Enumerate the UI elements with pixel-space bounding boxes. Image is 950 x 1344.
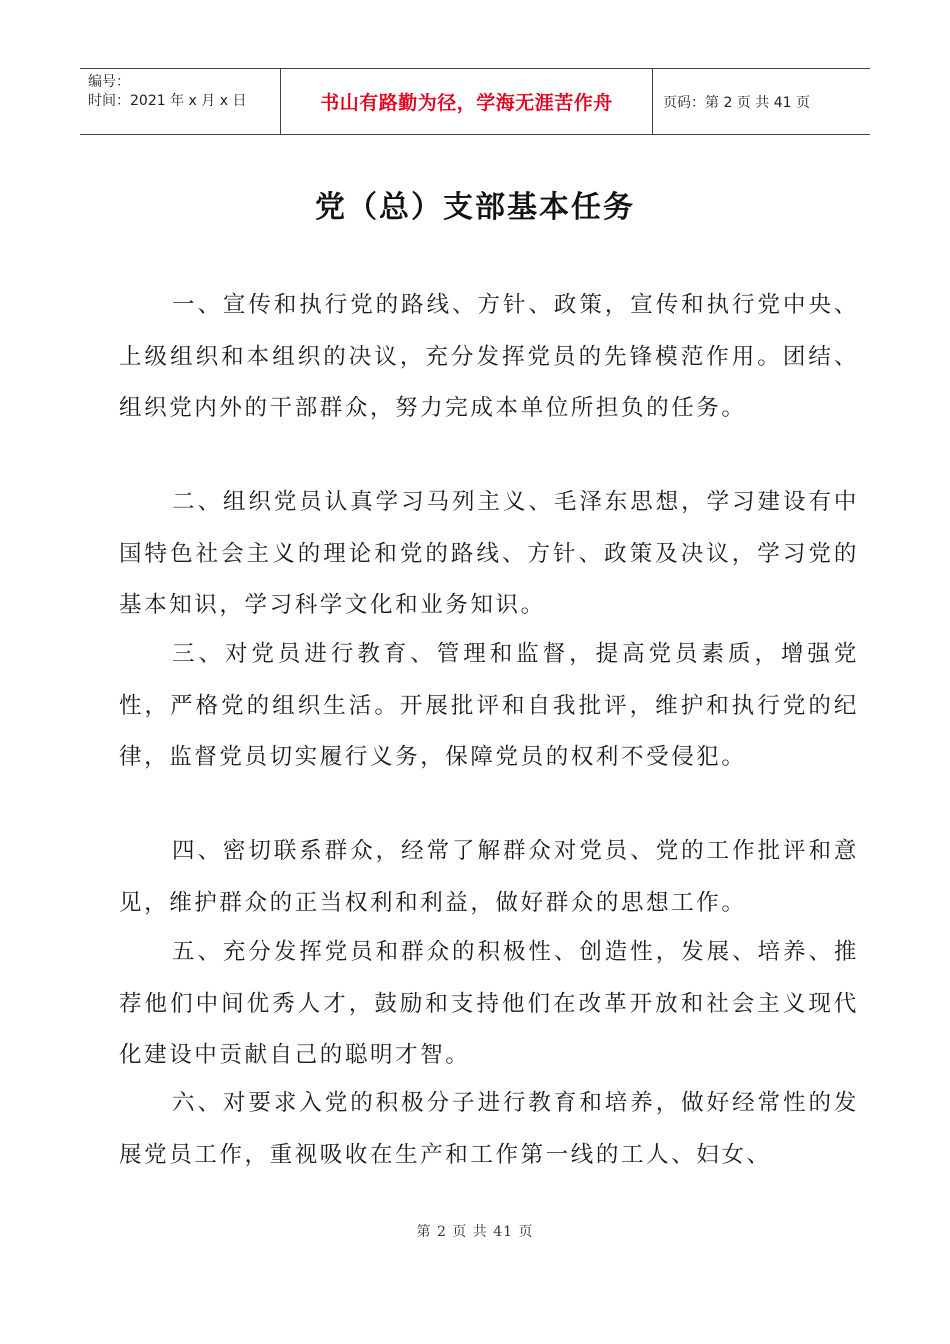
paragraph-4: 四、密切联系群众，经常了解群众对党员、党的工作批评和意见，维护群众的正当权利和利益，做好群众的思想工作。 <box>119 838 859 916</box>
document-title: 党（总）支部基本任务 <box>315 190 635 225</box>
page-header <box>80 68 870 135</box>
paragraph-2: 二、组织党员认真学习马列主义、毛泽东思想，学习建设有中国特色社会主义的理论和党的路线、方针、政策及决议，学习党的基本知识，学习科学文化和业务知识。 <box>119 489 859 618</box>
paragraph-3: 三、对党员进行教育、管理和监督，提高党员素质，增强党性，严格党的组织生活。开展批评和自我批评，维护和执行党的纪律，监督党员切实履行义务，保障党员的权利不受侵犯。 <box>119 641 859 770</box>
time-label: 时间：2021 年 x 月 x 日 <box>88 93 247 109</box>
header-page-info: 页码：第 2 页 共 41 页 <box>663 94 810 111</box>
header-motto: 书山有路勤为径，学海无涯苦作舟 <box>281 69 653 134</box>
paragraph-1: 一、宣传和执行党的路线、方针、政策，宣传和执行党中央、上级组织和本组织的决议，充分发挥党员的先锋模范作用。团结、组织党内外的干部群众，努力完成本单位所担负的任务。 <box>119 292 859 421</box>
serial-number-label: 编号： <box>88 74 130 90</box>
header-meta-cell <box>80 69 281 134</box>
page-footer: 第 2 页 共 41 页 <box>416 1224 534 1240</box>
paragraph-5: 五、充分发挥党员和群众的积极性、创造性，发展、培养、推荐他们中间优秀人才，鼓励和支持他们在改革开放和社会主义现代化建设中贡献自己的聪明才智。 <box>119 939 859 1068</box>
paragraph-6: 六、对要求入党的积极分子进行教育和培养，做好经常性的发展党员工作，重视吸收在生产和工作第一线的工人、妇女、 <box>119 1090 859 1168</box>
